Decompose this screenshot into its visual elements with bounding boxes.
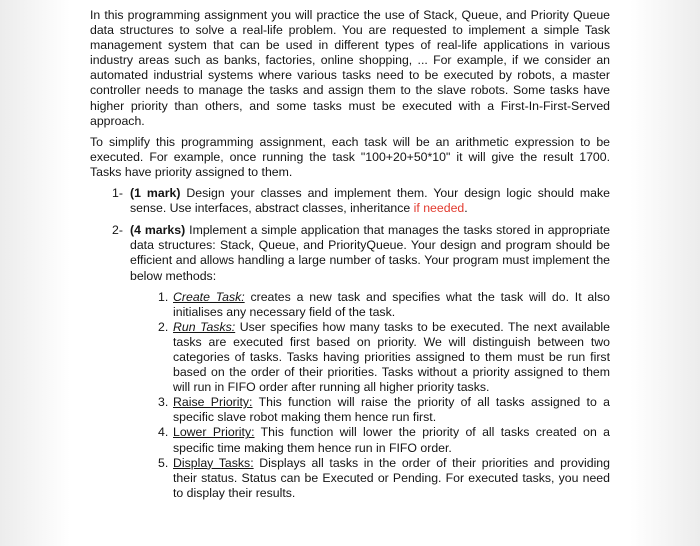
method-name: Run Tasks: <box>173 319 236 334</box>
method-name: Lower Priority: <box>173 425 255 440</box>
requirement-highlight: if needed <box>413 201 465 216</box>
method-number: 1. <box>158 289 169 304</box>
method-description: User specifies how many tasks to be executed. The next available tasks are executed first based on priority. We will distinguish between two categories of tasks. Tasks having priorities assigned to them must be run first based on the order of their priorities. Tasks without a priority assigned to them will run in FIFO order after running all higher priority tasks. <box>173 319 610 395</box>
method-description: creates a new task and specifies what the task will do. It also initialises any necessary field of the task. <box>173 289 610 319</box>
requirement-tail: . <box>464 201 468 216</box>
method-name: Create Task: <box>173 289 245 304</box>
method-item <box>130 320 610 395</box>
requirements-list <box>90 186 610 501</box>
requirement-number: 2- <box>112 223 123 238</box>
method-number: 4. <box>158 425 169 440</box>
method-name: Display Tasks: <box>173 455 254 470</box>
method-description: Displays all tasks in the order of their priorities and providing their status. Status can be Executed or Pending. For executed tasks, you need to display their results. <box>173 455 610 500</box>
requirement-text: Implement a simple application that manages the tasks stored in appropriate data structures: Stack, Queue, and PriorityQueue. Your design and program should be efficient and allows handling a large number of tasks. Your program must implement the below methods: <box>130 223 610 283</box>
method-number: 3. <box>158 395 169 410</box>
method-item <box>130 290 610 320</box>
methods-list <box>130 290 610 501</box>
method-number: 5. <box>158 455 169 470</box>
requirement-1 <box>90 186 610 216</box>
assignment-text <box>90 8 610 508</box>
requirement-text: Design your classes and implement them. Your design logic should make sense. Use interfaces, abstract classes, inheritance <box>130 186 611 216</box>
document-page <box>78 4 624 542</box>
requirement-marks: (4 marks) <box>130 223 186 238</box>
method-item <box>130 456 610 501</box>
method-item <box>130 395 610 425</box>
method-name: Raise Priority: <box>173 395 253 410</box>
method-description: This function will lower the priority of all tasks created on a specific time making them hence run in FIFO order. <box>173 425 610 455</box>
method-number: 2. <box>158 319 169 334</box>
simplify-paragraph: To simplify this programming assignment, each task will be an arithmetic expression to be executed. For example, once running the task "100+20+50*10" it will give the result 1700. Tasks have priority assigned to them. <box>90 134 610 179</box>
requirement-number: 1- <box>112 186 123 201</box>
requirement-marks: (1 mark) <box>130 186 181 201</box>
method-item <box>130 425 610 455</box>
requirement-2 <box>90 223 610 501</box>
intro-paragraph: In this programming assignment you will practice the use of Stack, Queue, and Priority Queue data structures to solve a real-life problem. You are requested to implement a simple Task management system that can be used in different types of real-life applications in various industry areas such as banks, factories, online shopping, ... For example, if we consider an automated industrial systems where various tasks need to be executed by robots, a master controller needs to manage the tasks and assign them to the slave robots. Some tasks have higher priority than others, and some tasks must be executed with a First-In-First-Served approach. <box>90 8 610 128</box>
method-description: This function will raise the priority of all tasks assigned to a specific slave robot making them hence run first. <box>173 395 610 425</box>
